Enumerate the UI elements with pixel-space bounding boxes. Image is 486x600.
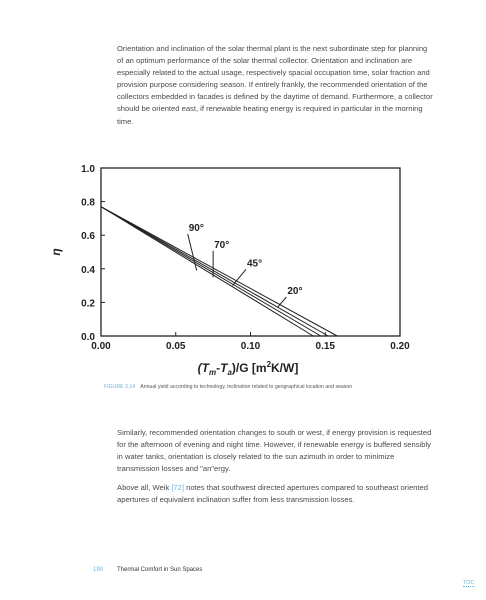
chart-ticks xyxy=(81,164,410,352)
chart-series xyxy=(101,207,337,336)
series-label: 20° xyxy=(287,286,303,297)
y-axis-label: η xyxy=(49,248,63,256)
x-tick-label: 0.05 xyxy=(166,341,186,352)
intro-paragraph: Orientation and inclination of the solar thermal plant is the next subordinate step for planning of an optimum performance of the solar thermal collector. Orientation and inclination are especially related to the actual usage, respectively spacial occupation time, solar fraction and provision purpose considering season. If entirely frankly, the recommended orientation of the collectors embedded in facades is defined by the daytime of demand. Furthermore, a collector should be oriented east, if renewable heating energy is required in particular in the morning time. xyxy=(117,44,433,126)
y-tick-label: 0.6 xyxy=(81,231,95,243)
series-line xyxy=(101,207,337,336)
plot-frame xyxy=(101,168,400,336)
series-leader-line xyxy=(233,269,246,285)
series-label: 90° xyxy=(188,223,204,234)
series-line xyxy=(101,207,321,336)
chart-axes xyxy=(101,168,400,336)
figure-caption-text: Annual yield according to technology, inclination related to geographical location and season xyxy=(140,384,353,390)
y-tick-label: 1.0 xyxy=(81,164,95,175)
series-line xyxy=(101,207,328,336)
y-tick-label: 0.8 xyxy=(81,197,95,209)
third-paragraph xyxy=(117,482,435,506)
x-tick-label: 0.10 xyxy=(240,341,261,352)
second-paragraph: Similarly, recommended orientation changes to south or west, if energy provision is requested for the afternoon of evening and night time. However, if renewable energy is buffered sensibly in water tanks, orientation is closely related to the sun azimuth in order to minimize transmission losses and "an"ergy. xyxy=(117,428,432,474)
figure-label: FIGURE 3.14 xyxy=(104,384,136,390)
third-paragraph-start: Above all, Weik xyxy=(117,483,172,492)
series-line xyxy=(101,207,313,336)
reference-link[interactable]: [72] xyxy=(171,483,184,492)
y-tick-label: 0.4 xyxy=(81,264,95,276)
y-tick-label: 0.2 xyxy=(81,298,95,310)
x-tick-label: 0.20 xyxy=(390,341,410,352)
efficiency-chart xyxy=(48,156,418,378)
x-tick-label: 0.00 xyxy=(91,341,111,352)
x-tick-label: 0.15 xyxy=(315,341,335,352)
third-paragraph-end: notes that southwest directed apertures compared to southeast oriented apertures of equivalent inclination suffer from less transmission losses. xyxy=(117,483,428,505)
series-label: 45° xyxy=(247,258,263,270)
y-tick-label: 0.0 xyxy=(81,332,95,343)
series-label: 70° xyxy=(214,239,230,251)
running-footer-title: Thermal Comfort in Sun Spaces xyxy=(117,567,203,573)
series-leader-line xyxy=(188,234,197,270)
page-number: 190 xyxy=(93,567,104,573)
figure-caption xyxy=(104,384,352,390)
x-axis-label: $(T_m-T_a)/G$ $[m^2K/W]$ xyxy=(197,360,299,377)
toc-link[interactable]: TOC xyxy=(463,580,475,586)
